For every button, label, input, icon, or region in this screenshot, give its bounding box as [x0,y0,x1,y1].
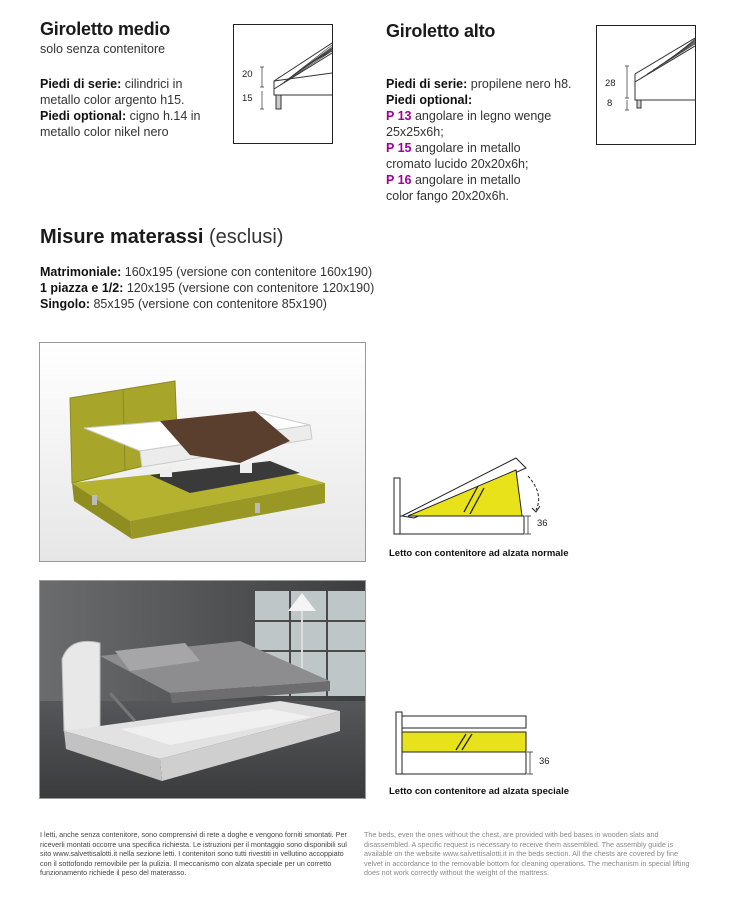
medio-title: Giroletto medio [40,19,171,39]
mattress-row-label: Singolo: [40,297,90,311]
yellow-bed-illustration [40,343,365,561]
medio-specs [40,76,220,140]
mattress-row-label: Matrimoniale: [40,265,122,279]
medio-serie-text2: metallo color argento h15. [40,93,185,107]
mattress-row-text: 120x195 (versione con contenitore 120x190) [123,281,375,295]
normal-dim: 36 [537,518,548,529]
alto-title: Giroletto alto [386,21,496,41]
alto-specs [386,76,596,204]
alto-p15-text1: angolare in metallo [411,141,521,155]
medio-frame-diagram [233,24,333,144]
photo-yellow-bed [39,342,366,562]
diagram-normal-lift [386,448,556,538]
caption-normal-lift: Letto con contenitore ad alzata normale [389,548,569,559]
special-lift-drawing [386,706,556,778]
alto-p16-code: P 16 [386,173,412,187]
alto-p15-code: P 15 [386,141,412,155]
medio-optional-text1: cigno h.14 in [126,109,201,123]
alto-p16-text1: angolare in metallo [411,173,521,187]
medio-serie-label: Piedi di serie: [40,77,122,91]
alto-dim-top: 28 [605,78,616,89]
white-bed-illustration [40,581,365,798]
alto-p15-text2: cromato lucido 20x20x6h; [386,157,529,171]
mattress-row [40,296,374,312]
alto-serie-label: Piedi di serie: [386,77,468,91]
alto-serie-text: propilene nero h8. [467,77,572,91]
mattress-row [40,280,374,296]
photo-white-bed [39,580,366,799]
diagram-special-lift [386,706,556,778]
alto-dim-bottom: 8 [607,98,613,109]
footer-note-it: I letti, anche senza contenitore, sono comprensivi di rete a doghe e vengono forniti smontati. Per riceverli montati occorre una specifica richiesta. Le istruzioni per il montaggio sono disponibili sul sito www.salvettisalotti.it nella sezione letti. I contenitori sono tutti rivestiti in vellutino accoppiato con il sottofondo removibile per la pulizia. Il meccanismo con alzata speciale per un corretto funzionamento richiede il peso del materasso. [40,830,347,878]
medio-dim-top: 20 [242,69,253,80]
mattress-list [40,264,374,312]
mattress-row-text: 160x195 (versione con contenitore 160x190) [121,265,373,279]
medio-dim-bottom: 15 [242,93,253,104]
mattress-title-light: (esclusi) [203,226,284,248]
special-dim: 36 [539,756,550,767]
normal-lift-drawing [386,448,556,538]
medio-frame-drawing [234,25,332,143]
caption-special-lift: Letto con contenitore ad alzata speciale [389,786,570,797]
mattress-row-label: 1 piazza e 1/2: [40,281,124,295]
mattress-title [40,226,283,249]
medio-optional-text2: metallo color nikel nero [40,125,169,139]
mattress-row [40,264,374,280]
alto-p13-text2: 25x25x6h; [386,125,444,139]
alto-frame-diagram [596,25,696,145]
alto-optional-label: Piedi optional: [386,93,473,107]
mattress-title-bold: Misure materassi [40,226,204,248]
alto-p13-code: P 13 [386,109,412,123]
alto-p16-text2: color fango 20x20x6h. [386,189,510,203]
medio-optional-label: Piedi optional: [40,109,127,123]
medio-subtitle: solo senza contenitore [40,42,166,56]
alto-p13-text1: angolare in legno wenge [411,109,552,123]
footer-note-en: The beds, even the ones without the chest, are provided with bed bases in wooden slats and disassembled. A specific request is necessary to receive them assembled. The assembly guide is available on the website www.salvettisalotti.it in the beds section. All the chests are covered by fine velvet in accordance to the removable bottom for cleaning operations. The mechanism in special lifting does not work correctly without the weight of the mattress. [364,830,690,878]
mattress-row-text: 85x195 (versione con contenitore 85x190) [90,297,327,311]
medio-serie-text1: cilindrici in [121,77,183,91]
